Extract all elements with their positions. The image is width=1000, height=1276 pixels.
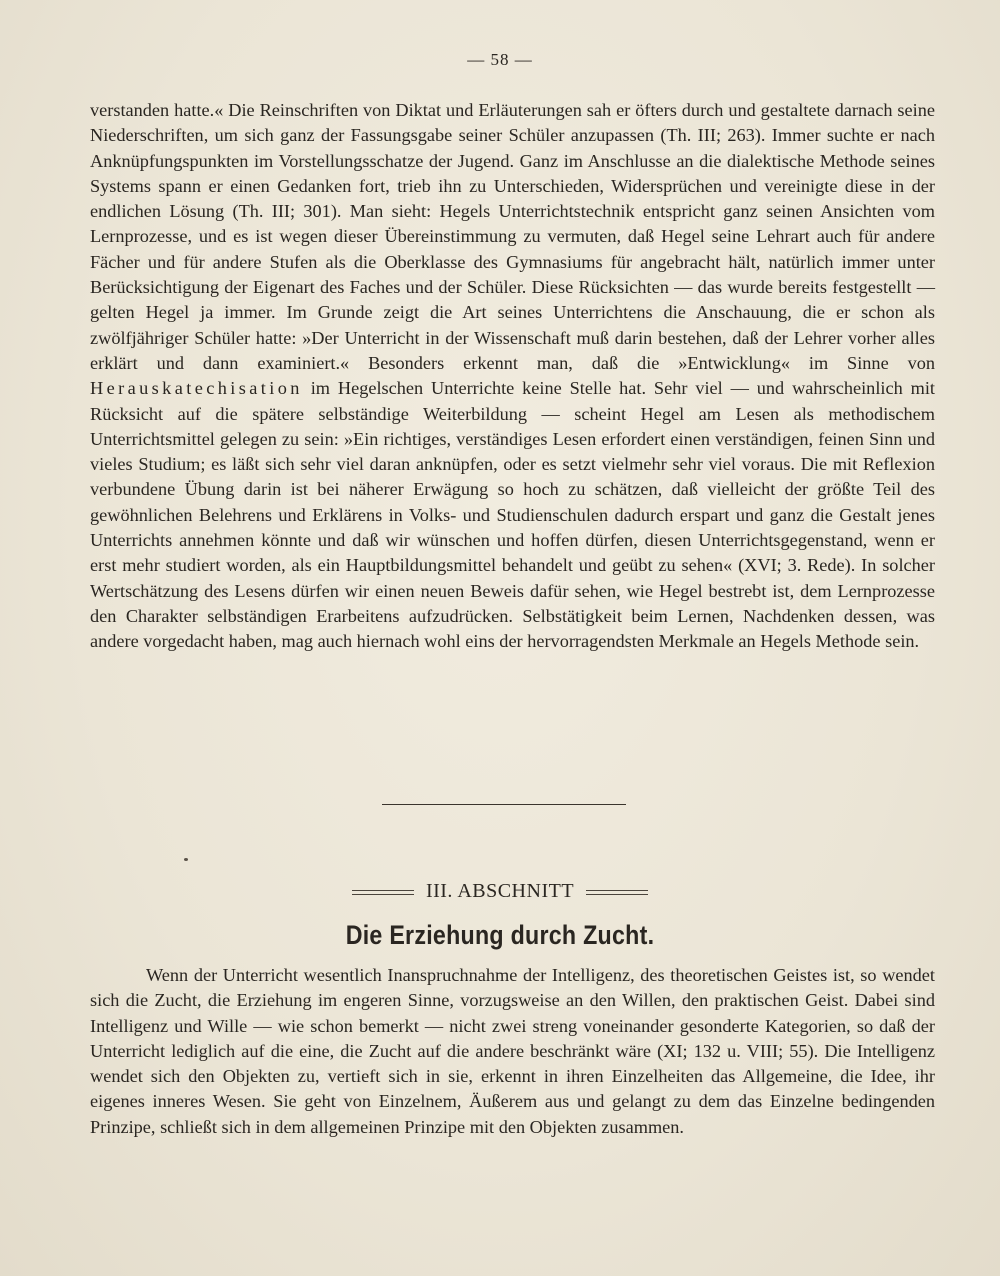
body-paragraph: Wenn der Unterricht wesentlich Inanspruchnahme der Intelligenz, des theoretischen Geistes ist, so wendet sich die Zucht, die Erziehung im engeren Sinne, vorzugsweise an den Willen, den praktischen Geist. Dabei sind Intelligenz und Wille — wie schon bemerkt — nicht zwei streng voneinander gesonderte Kategorien, so daß der Unterricht lediglich auf die eine, die Zucht auf die andere beschränkt wäre (XI; 132 u. VIII; 55). Die Intelligenz wendet sich den Objekten zu, vertieft sich in sie, erkennt in ihren Einzelheiten das Allgemeine, die Idee, ihr eigenes inneres Wesen. Sie geht von Einzelnem, Äußerem aus und gelangt zu dem das Einzelne bedingenden Prinzipe, schließt sich in dem allgemeinen Prinzipe mit den Objekten zusammen. — [90, 965, 935, 1137]
chapter-title: Die Erziehung durch Zucht. — [345, 920, 655, 950]
section-heading — [0, 880, 1000, 903]
print-speck — [184, 858, 188, 861]
paragraph-text: im Hegelschen Unterrichte keine Stelle hat. Sehr viel — und wahrscheinlich mit Rücksicht auf die spätere selbständige Weiterbildung — scheint Hegel am Lesen als methodischem Unterrichtsmittel gelegen zu sein: »Ein richtiges, verständiges Lesen erfordert einen verständigen, feinen Sinn und vieles Studium; es läßt sich sehr viel daran anknüpfen, oder es setzt vielmehr sehr viel voraus. Die mit Reflexion verbundene Übung darin ist bei näherer Erwägung so hoch zu schätzen, daß vielleicht der größte Teil des gewöhnlichen Belehrens und Erklärens in Volks- und Studienschulen dadurch erspart und ganz die Gestalt jenes Unterrichts annehmen könnte und daß wir wünschen und hoffen dürfen, diesen Unterrichtsgegenstand, wenn er erst mehr studiert worden, als ein Hauptbildungsmittel behandelt und geübt zu sehen« (XVI; 3. Rede). In solcher Wertschätzung des Lesens dürfen wir einen neuen Beweis dafür sehen, wie Hegel bestrebt ist, dem Lernprozesse den Charakter selbständigen Erarbeitens aufzudrücken. Selbstätigkeit beim Lernen, Nachdenken dessen, was andere vorgedacht haben, mag auch hiernach wohl eins der hervorragendsten Merkmale an Hegels Methode sein. — [90, 378, 935, 652]
page-number: — 58 — — [467, 50, 533, 69]
section-label: III. ABSCHNITT — [425, 880, 575, 902]
paragraph-text: verstanden hatte.« Die Reinschriften von Diktat und Erläuterungen sah er öfters durch und gestaltete darnach seine Niederschriften, um sich ganz der Fassungsgabe seiner Schüler anzupassen (Th. III; 263). Immer suchte er nach Anknüpfungspunkten im Vorstellungsschatze der Jugend. Ganz im Anschlusse an die dialektische Methode seines Systems spann er einen Gedanken fort, trieb ihn zu Unterschieden, Widersprüchen und vereinigte diese in der endlichen Lösung (Th. III; 301). Man sieht: Hegels Unterrichtstechnik entspricht ganz seinen Ansichten vom Lernprozesse, und es ist wegen dieser Übereinstimmung zu vermuten, daß Hegel seine Lehrart auch für andere Fächer und für andere Stufen als die Oberklasse des Gymnasiums für angebracht hält, natürlich immer unter Berücksichtigung der Eigenart des Faches und der Schüler. Diese Rücksichten — das wurde bereits festgestellt — gelten Hegel ja immer. Im Grunde zeigt die Art seines Unterrichtens die Anschauung, die er schon als zwölfjähriger Schüler hatte: »Der Unterricht in der Wissenschaft muß darin bestehen, daß der Lehrer vorher alles erklärt und dann examiniert.« Besonders erkennt man, daß die »Entwicklung« im Sinne von — [90, 100, 935, 373]
heading-ornament-left — [352, 890, 414, 895]
heading-ornament-right — [586, 890, 648, 895]
letterspaced-term: Herauskatechisation — [90, 378, 303, 399]
section-divider — [382, 804, 626, 805]
body-paragraph — [90, 98, 935, 655]
